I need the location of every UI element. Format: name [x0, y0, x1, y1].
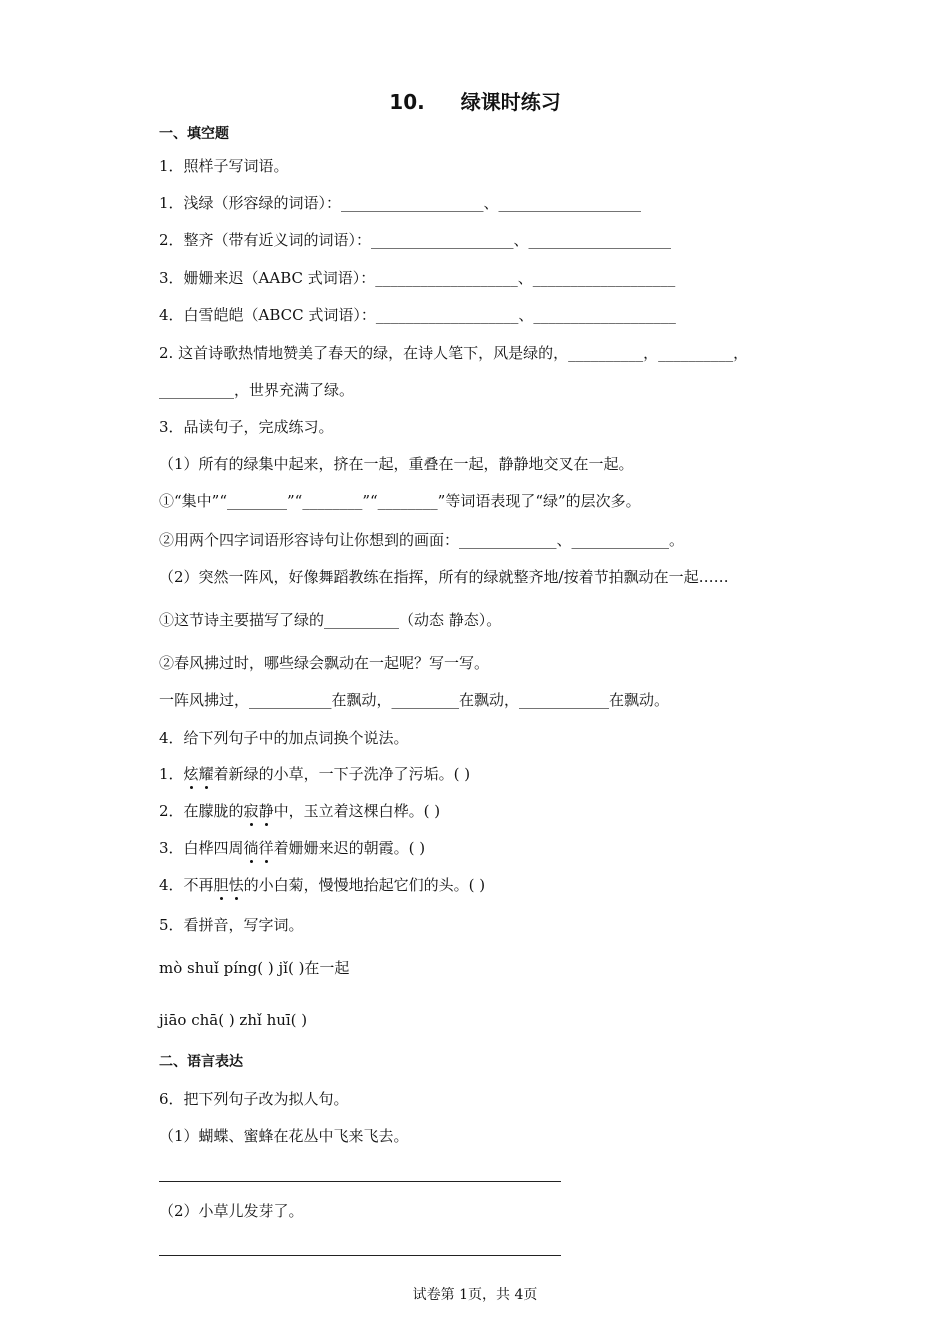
section-heading-language: 二、语言表达 — [159, 1054, 243, 1070]
q1-item-3: 3．姗姗来迟（AABC 式词语）：___________________、___________________ — [159, 269, 676, 287]
q3-passage-2-question-c: 一阵风拂过，___________在飘动，_________在飘动，____________在飘动。 — [159, 691, 670, 709]
q1-item-2: 2．整齐（带有近义词的词语）：___________________、___________________ — [159, 231, 672, 249]
page-footer: 试卷第 1页，共 4页 — [412, 1287, 538, 1303]
dotted-char: 胆 — [213, 876, 229, 894]
q6-sentence-1: （1）蝴蝶、蜜蜂在花丛中飞来飞去。 — [159, 1127, 409, 1145]
title-text: 绿课时练习 — [460, 90, 561, 114]
q1-item-4: 4．白雪皑皑（ABCC 式词语）：___________________、___________________ — [159, 306, 676, 324]
dotted-char: 耀 — [198, 765, 214, 783]
q3-intro: 3．品读句子，完成练习。 — [159, 418, 334, 436]
q5-pinyin-row-2: jiāo chā( ) zhǐ huī( ) — [159, 1011, 308, 1029]
q4-s4-rest: 的小白菊，慢慢地抬起它们的头。( ) — [243, 876, 486, 894]
q3-passage-2: （2）突然一阵风，好像舞蹈教练在指挥，所有的绿就整齐地/按着节拍飘动在一起…… — [159, 568, 729, 586]
dotted-char: 怯 — [228, 876, 244, 894]
page-title — [0, 86, 950, 115]
q4-sentence-3 — [159, 838, 425, 858]
q6-intro: 6．把下列句子改为拟人句。 — [159, 1090, 349, 1108]
q6-sentence-2: （2）小草儿发芽了。 — [159, 1202, 304, 1220]
q3-passage-2-question-a: ①这节诗主要描写了绿的__________（动态 静态）。 — [159, 611, 502, 629]
q3-passage-1-question-b: ②用两个四字词语形容诗句让你想到的画面：_____________、_____________。 — [159, 531, 685, 549]
q4-s1-prefix: 1． — [159, 765, 184, 783]
q5-intro: 5．看拼音，写字词。 — [159, 916, 304, 934]
q1-item-1: 1．浅绿（形容绿的词语）：___________________、___________________ — [159, 194, 642, 212]
dotted-char: 静 — [258, 802, 274, 820]
q4-s2-prefix: 2．在朦胧的 — [159, 802, 244, 820]
answer-line[interactable] — [159, 1181, 561, 1182]
q4-s2-rest: 中，玉立着这棵白桦。( ) — [273, 802, 441, 820]
q4-s1-rest: 着新绿的小草，一下子洗净了污垢。( ) — [213, 765, 471, 783]
q3-passage-2-question-b: ②春风拂过时，哪些绿会飘动在一起呢？写一写。 — [159, 654, 490, 672]
q3-passage-1-question-a: ①“集中”“________”“________”“________”等词语表现了“绿”的层次多。 — [159, 492, 641, 510]
q5-pinyin-row-1: mò shuǐ píng( ) jǐ( )在一起 — [159, 959, 350, 977]
dotted-char: 徜 — [243, 839, 259, 857]
q3-passage-1: （1）所有的绿集中起来，挤在一起，重叠在一起，静静地交叉在一起。 — [159, 455, 634, 473]
q4-s3-prefix: 3．白桦四周 — [159, 839, 244, 857]
q1-intro: 1．照样子写词语。 — [159, 157, 289, 175]
answer-line[interactable] — [159, 1255, 561, 1256]
q2-line-2: __________，世界充满了绿。 — [159, 381, 355, 399]
q4-s3-rest: 着姗姗来迟的朝霞。( ) — [273, 839, 426, 857]
q4-sentence-2 — [159, 801, 440, 821]
section-heading-fill-in: 一、填空题 — [159, 126, 229, 142]
q4-sentence-1 — [159, 764, 470, 784]
q2-line-1: 2. 这首诗歌热情地赞美了春天的绿，在诗人笔下，风是绿的，__________，__________， — [159, 344, 749, 362]
dotted-char: 炫 — [183, 765, 199, 783]
dotted-char: 寂 — [243, 802, 259, 820]
title-number: 10. — [389, 90, 425, 114]
q4-sentence-4 — [159, 875, 485, 895]
q4-intro: 4．给下列句子中的加点词换个说法。 — [159, 729, 409, 747]
q4-s4-prefix: 4．不再 — [159, 876, 214, 894]
dotted-char: 徉 — [258, 839, 274, 857]
